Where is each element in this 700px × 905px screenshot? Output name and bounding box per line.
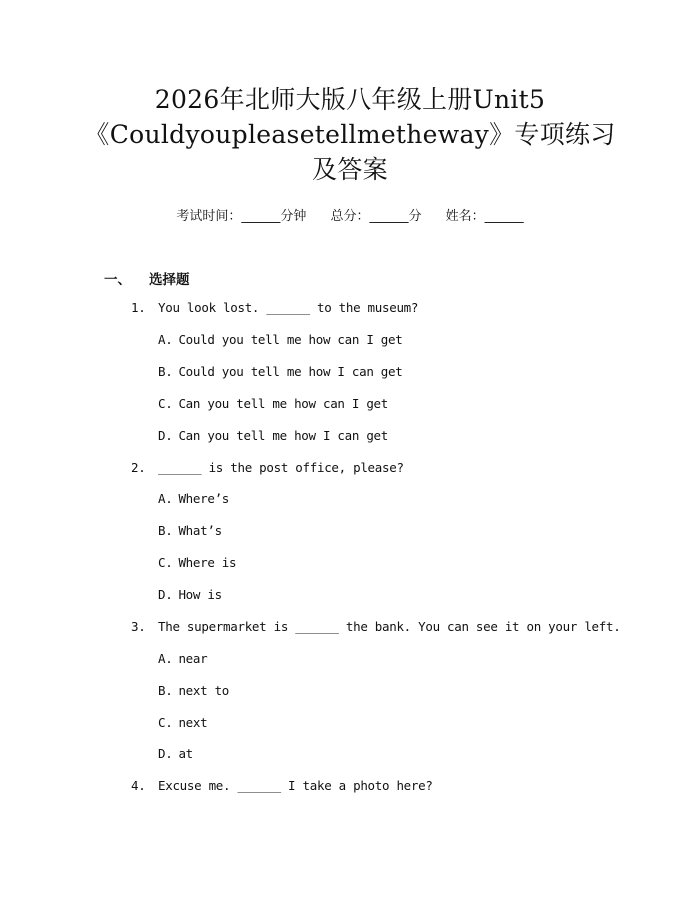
option-text: How is xyxy=(178,587,222,602)
question-text: The supermarket is ______ the bank. You can see it on your left. xyxy=(158,619,621,634)
option-letter: A. xyxy=(158,491,173,506)
total-score-label: 总分： xyxy=(330,209,370,224)
question-text: You look lost. ______ to the museum? xyxy=(158,300,419,315)
option xyxy=(158,715,207,730)
question-number: 2. xyxy=(131,460,146,475)
total-score xyxy=(330,209,421,224)
student-name xyxy=(446,209,524,224)
option-letter: D. xyxy=(158,746,173,761)
option xyxy=(158,523,222,538)
option-letter: C. xyxy=(158,396,173,411)
section-number: 一、 xyxy=(104,272,131,288)
option-letter: C. xyxy=(158,715,173,730)
total-score-unit: 分 xyxy=(408,209,422,224)
question-text: ______ is the post office, please? xyxy=(158,460,404,475)
option-letter: B. xyxy=(158,683,173,698)
option xyxy=(158,396,388,411)
option-text: Can you tell me how I can get xyxy=(178,428,388,443)
question xyxy=(131,619,620,634)
student-name-blank: ______ xyxy=(484,209,524,224)
option-text: Where is xyxy=(178,555,237,570)
question-number: 4. xyxy=(131,778,146,793)
question xyxy=(131,460,404,475)
option-letter: A. xyxy=(158,332,173,347)
option xyxy=(158,555,236,570)
section-heading xyxy=(104,268,190,288)
option-letter: D. xyxy=(158,428,173,443)
option xyxy=(158,746,193,761)
option-text: next xyxy=(178,715,208,730)
option-text: near xyxy=(178,651,208,666)
option xyxy=(158,491,229,506)
total-score-blank: ______ xyxy=(369,209,409,224)
option xyxy=(158,428,388,443)
option xyxy=(158,651,207,666)
option-text: at xyxy=(178,746,193,761)
student-name-label: 姓名： xyxy=(445,209,485,224)
option-text: Could you tell me how I can get xyxy=(178,364,403,379)
option xyxy=(158,683,229,698)
question xyxy=(131,778,433,793)
question-number: 3. xyxy=(131,619,146,634)
exam-time-label: 考试时间： xyxy=(176,209,242,224)
question xyxy=(131,300,418,315)
option xyxy=(158,364,402,379)
option-letter: C. xyxy=(158,555,173,570)
exam-time xyxy=(176,209,306,224)
question-text: Excuse me. ______ I take a photo here? xyxy=(158,778,433,793)
option-letter: B. xyxy=(158,364,173,379)
option xyxy=(158,332,402,347)
title-line-3: 及答案 xyxy=(312,155,388,184)
option-text: Can you tell me how can I get xyxy=(178,396,388,411)
option-letter: B. xyxy=(158,523,173,538)
section-title: 选择题 xyxy=(149,272,190,288)
page-title xyxy=(0,82,700,187)
option-text: Could you tell me how can I get xyxy=(178,332,403,347)
question-number: 1. xyxy=(131,300,146,315)
option-text: next to xyxy=(178,683,230,698)
option-letter: D. xyxy=(158,587,173,602)
option-text: What’s xyxy=(178,523,222,538)
title-line-1: 2026年北师大版八年级上册Unit5 xyxy=(154,85,546,114)
exam-time-blank: ______ xyxy=(241,209,281,224)
title-line-2: 《Couldyoupleasetellmetheway》专项练习 xyxy=(84,120,616,149)
option-text: Where’s xyxy=(178,491,230,506)
exam-time-unit: 分钟 xyxy=(280,209,307,224)
option xyxy=(158,587,222,602)
exam-meta xyxy=(0,205,700,224)
option-letter: A. xyxy=(158,651,173,666)
